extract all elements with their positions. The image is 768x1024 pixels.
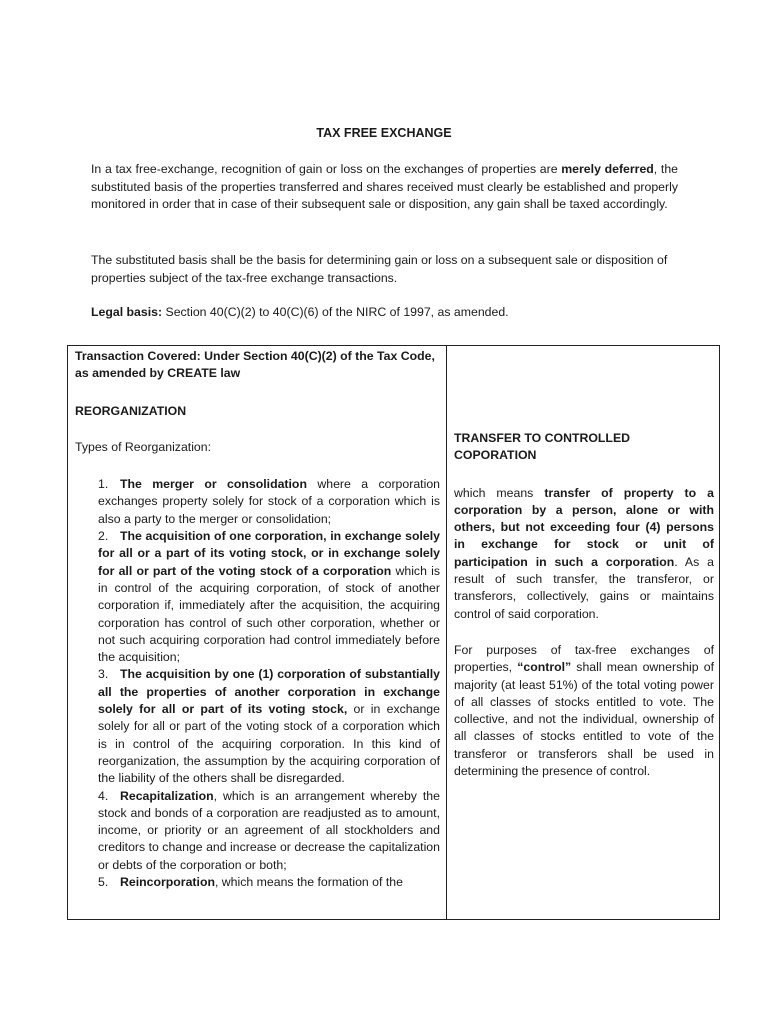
list-item bbox=[98, 666, 440, 787]
intro-paragraph-1 bbox=[91, 161, 678, 214]
item-bold-text: Reincorporation bbox=[120, 875, 215, 890]
table-column-divider bbox=[446, 346, 447, 919]
item-text: , which means the formation of the bbox=[214, 875, 403, 890]
transfer-p1-text-a: which means bbox=[454, 485, 545, 500]
control-text-c: shall mean ownership of majority (at least 51%) of the total voting power of all classes of stocks entitled to vote. The collective, and not the individual, ownership of all classes of stocks entitled to vote of the transferor or transferors shall be used in determining the presence of control. bbox=[454, 660, 714, 779]
legal-basis-text: Section 40(C)(2) to 40(C)(6) of the NIRC of 1997, as amended. bbox=[162, 305, 509, 319]
transfer-paragraph-1 bbox=[454, 485, 714, 623]
item-bold-text: The merger or consolidation bbox=[120, 477, 307, 492]
legal-basis-label: Legal basis: bbox=[91, 305, 163, 319]
item-bold-text: The acquisition by one (1) corporation of substantially all the properties of another corporation in exchange solely for all or part of its voting stock, bbox=[98, 667, 440, 717]
transaction-covered-header bbox=[75, 348, 440, 383]
control-definition-paragraph bbox=[454, 642, 714, 780]
page-title: TAX FREE EXCHANGE bbox=[316, 126, 452, 140]
item-text: or in exchange solely for all or part of the voting stock of a corporation which is in control of the acquiring corporation. In this kind of reorganization, the assumption by the acquiring corporation of the liability of the others shall be disregarded. bbox=[98, 702, 440, 786]
item-bold-text: The acquisition of one corporation, in exchange solely for all or a part of its voting stock, or in exchange solely for all or part of the voting stock of a corporation bbox=[98, 529, 440, 578]
controlled-corporation-column bbox=[454, 430, 714, 780]
intro-p1-text-a: In a tax free-exchange, recognition of gain or loss on the exchanges of properties are bbox=[91, 162, 562, 176]
item-number: 3. bbox=[98, 667, 109, 682]
types-label: Types of Reorganization: bbox=[75, 439, 212, 454]
intro-p1-emphasis: merely deferred bbox=[561, 162, 654, 176]
legal-basis bbox=[91, 304, 678, 322]
intro-p1-text-c: , the substituted basis of the properties transferred and shares received must clearly be established and properly monitored in order that in case of their subsequent sale or disposition, any gain shall be taxed accordingly. bbox=[91, 162, 678, 211]
item-number: 2. bbox=[98, 529, 109, 544]
header-text-c: of the Tax Code, as amended by CREATE law bbox=[75, 349, 435, 381]
list-item bbox=[98, 528, 440, 666]
item-number: 1. bbox=[98, 477, 109, 492]
transfer-p1-bold: transfer of property to a corporation by a person, alone or with others, but not exceeding four (4) persons in exchange for stock or unit of participation in such a corporation bbox=[454, 485, 714, 569]
intro-paragraph-2: The substituted basis shall be the basis for determining gain or loss on a subsequent sale or disposition of properties subject of the tax-free exchange transactions. bbox=[91, 253, 668, 285]
item-text: where a corporation exchanges property solely for stock of a corporation which is also a party to the merger or consolidation; bbox=[98, 477, 440, 526]
list-item bbox=[98, 874, 440, 891]
comparison-table bbox=[67, 345, 720, 920]
item-text: , which is an arrangement whereby the stock and bonds of a corporation are readjusted as to amount, income, or priority or an agreement of all stockholders and creditors to change and increase or decrease the capitalization or debts of the corporation or both; bbox=[98, 788, 440, 872]
reorganization-list bbox=[75, 476, 440, 891]
list-item bbox=[98, 476, 440, 528]
item-bold-text: Recapitalization bbox=[120, 788, 214, 803]
reorganization-column bbox=[75, 348, 440, 891]
list-item bbox=[98, 788, 440, 874]
transfer-heading: TRANSFER TO CONTROLLED COPORATION bbox=[454, 431, 631, 463]
item-text: which is in control of the acquiring corporation, of stock of another corporation if, immediately after the acquisition, the acquiring corporation has control of such other corporation, whether or not such acquiring corporation had control immediately before the acquisition; bbox=[98, 563, 440, 665]
item-number: 4. bbox=[98, 788, 109, 803]
transfer-p1-text-c: . As a result of such transfer, the transferor, or transferors, collectively, gains or maintains control of said corporation. bbox=[454, 554, 714, 621]
control-text-a: For purposes of tax-free exchanges of properties, bbox=[454, 642, 714, 675]
control-term: “control” bbox=[517, 660, 572, 675]
header-text-a: Transaction Covered: Under Section 40 bbox=[75, 349, 305, 363]
reorganization-heading: REORGANIZATION bbox=[75, 403, 187, 418]
header-text-b: (C)(2) bbox=[304, 349, 337, 363]
item-number: 5. bbox=[98, 875, 109, 890]
